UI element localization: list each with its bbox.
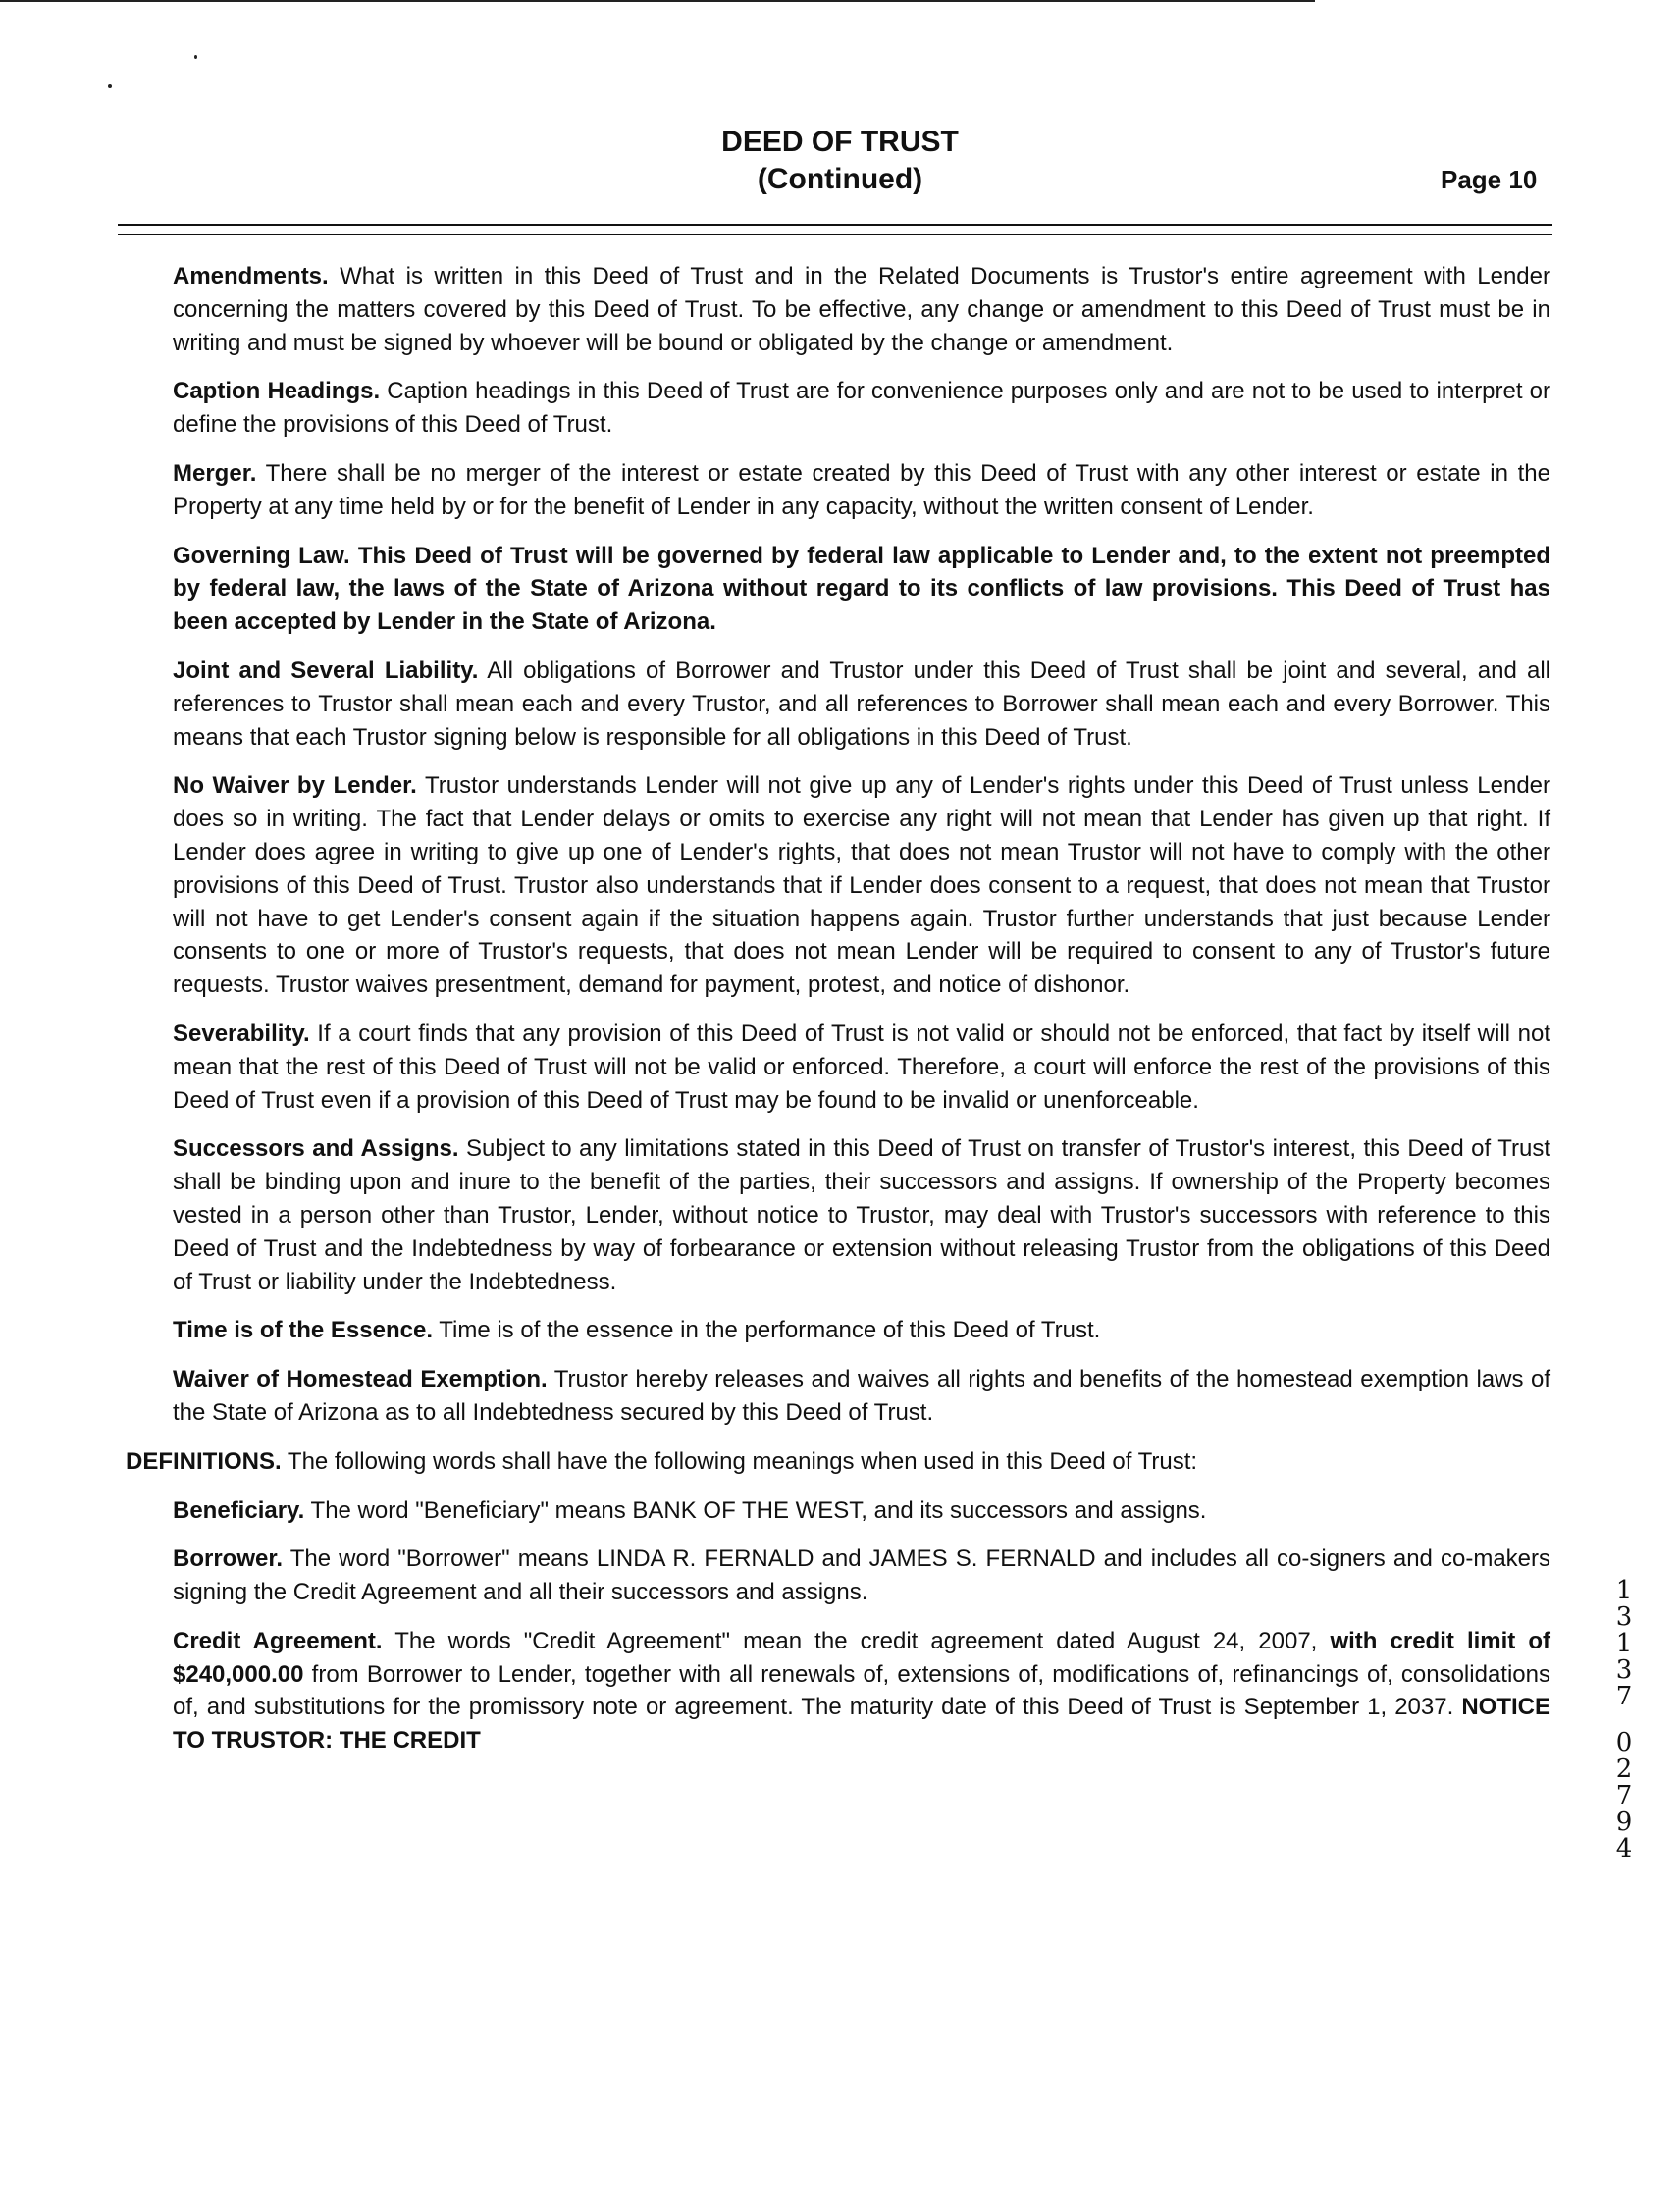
paragraph-text: from Borrower to Lender, together with all renewals of, extensions of, modifications of, refinancings of, consolidations of, and substitutions for the promissory note or agreement. The maturity date of this Deed of Trust is September 1, 2037.	[173, 1660, 1550, 1721]
scan-speck	[194, 55, 197, 59]
document-header	[0, 124, 1680, 198]
paragraph-caption-headings	[173, 375, 1550, 442]
paragraph-beneficiary	[173, 1494, 1550, 1528]
paragraph-severability	[173, 1018, 1550, 1117]
stamp-char: 9	[1615, 1807, 1633, 1837]
paragraph-governing-law	[173, 540, 1550, 639]
paragraph-label: Waiver of Homestead Exemption.	[173, 1366, 548, 1393]
paragraph-credit-agreement	[173, 1625, 1550, 1757]
paragraph-text: All obligations of Borrower and Trustor under this Deed of Trust shall be joint and several, and all references to Trustor shall mean each and every Trustor, and all references to Borrower shall mean each and every Borrower. This means that each Trustor signing below is responsible for all obligations in this Deed of Trust.	[173, 656, 1550, 751]
paragraph-label: Borrower.	[173, 1545, 284, 1573]
paragraph-text: Subject to any limitations stated in this Deed of Trust on transfer of Trustor's interest, this Deed of Trust shall be binding upon and inure to the benefit of the parties, their successors and assigns. If ownership of the Property becomes vested in a person other than Trustor, Lender, without notice to Trustor, may deal with Trustor's successors with reference to this Deed of Trust and the Indebtedness by way of forbearance or extension without releasing Trustor from the obligations of this Deed of Trust or liability under the Indebtedness.	[173, 1135, 1551, 1295]
paragraph-text: Trustor hereby releases and waives all rights and benefits of the homestead exemption laws of the State of Arizona as to all Indebtedness secured by this Deed of Trust.	[173, 1366, 1550, 1426]
stamp-char: 1	[1615, 1576, 1633, 1605]
document-title: DEED OF TRUST	[721, 126, 959, 158]
stamp-char: 7	[1615, 1781, 1633, 1810]
paragraph-label: Beneficiary.	[173, 1496, 305, 1524]
page-number: Page 10	[1441, 165, 1538, 194]
paragraph-label: No Waiver by Lender.	[173, 772, 417, 800]
paragraph-text: This Deed of Trust will be governed by federal law applicable to Lender and, to the extent not preempted by federal law, the laws of the State of Arizona without regard to its conflicts of law provisions. This Deed of Trust has been accepted by Lender in the State of Arizona.	[173, 542, 1550, 636]
document-subtitle: (Continued)	[757, 163, 923, 195]
paragraph-text: There shall be no merger of the interest or estate created by this Deed of Trust with any other interest or estate in the Property at any time held by or for the benefit of Lender in any capacity, without the written consent of Lender.	[173, 459, 1551, 520]
paragraph-no-waiver	[173, 769, 1550, 1002]
paragraph-text: Caption headings in this Deed of Trust are for convenience purposes only and are not to be used to interpret or define the provisions of this Deed of Trust.	[173, 378, 1550, 439]
paragraph-label: Governing Law.	[173, 542, 350, 569]
paragraph-text: The word "Beneficiary" means BANK OF THE WEST, and its successors and assigns.	[310, 1496, 1207, 1524]
paragraph-label: Time is of the Essence.	[173, 1317, 433, 1344]
paragraph-definitions	[126, 1445, 1550, 1479]
stamp-char: 2	[1615, 1754, 1633, 1784]
paragraph-text: Trustor understands Lender will not give up any of Lender's rights under this Deed of Trust unless Lender does so in writing. The fact that Lender delays or omits to exercise any right will not mean that Lender has given up that right. If Lender does agree in writing to give up one of Lender's rights, that does not mean Trustor will not have to comply with the other provisions of this Deed of Trust. Trustor also understands that if Lender does consent to a request, that does not mean that Trustor will not have to get Lender's consent again if the situation happens again. Trustor further understands that just because Lender consents to one or more of Trustor's requests, that does not mean Lender will be required to consent to any of Trustor's future requests. Trustor waives presentment, demand for payment, protest, and notice of dishonor.	[173, 772, 1551, 999]
paragraph-label: Merger.	[173, 459, 257, 487]
document-body	[126, 260, 1551, 1773]
paragraph-label: Successors and Assigns.	[173, 1135, 459, 1163]
paragraph-text: Time is of the essence in the performance of this Deed of Trust.	[439, 1317, 1101, 1344]
header-divider-bottom	[118, 234, 1552, 236]
paragraph-homestead-waiver	[173, 1363, 1550, 1430]
top-scan-edge-line	[0, 0, 1315, 2]
stamp-char: 7	[1615, 1682, 1633, 1711]
paragraph-borrower	[173, 1543, 1550, 1609]
scan-speck	[108, 84, 112, 88]
paragraph-amendments	[173, 260, 1550, 359]
paragraph-text: What is written in this Deed of Trust and in the Related Documents is Trustor's entire agreement with Lender concerning the matters covered by this Deed of Trust. To be effective, any change or amendment to this Deed of Trust must be in writing and must be signed by whoever will be bound or obligated by the change or amendment.	[173, 263, 1550, 356]
stamp-char: 0	[1615, 1728, 1633, 1757]
paragraph-label: Joint and Several Liability.	[173, 656, 479, 684]
paragraph-merger	[173, 457, 1550, 524]
paragraph-label: Caption Headings.	[173, 378, 381, 405]
credit-limit-text: with credit limit of $240,000.00	[173, 1627, 1551, 1688]
notice-to-trustor-text: NOTICE TO TRUSTOR: THE CREDIT	[173, 1694, 1550, 1754]
paragraph-label: Credit Agreement.	[173, 1627, 383, 1654]
stamp-char: 1	[1615, 1629, 1633, 1658]
paragraph-text: The following words shall have the following meanings when used in this Deed of Trust:	[287, 1447, 1198, 1475]
stamp-char: 3	[1615, 1602, 1633, 1632]
paragraph-text: If a court finds that any provision of this Deed of Trust is not valid or should not be enforced, that fact by itself will not mean that the rest of this Deed of Trust will not be valid or enforced. Therefore, a court will enforce the rest of the provisions of this Deed of Trust even if a provision of this Deed of Trust may be found to be invalid or unenforceable.	[173, 1020, 1550, 1114]
stamp-char: 3	[1615, 1655, 1633, 1685]
paragraph-text: The words "Credit Agreement" mean the credit agreement dated August 24, 2007,	[394, 1627, 1318, 1654]
paragraph-label: Amendments.	[173, 263, 329, 289]
paragraph-label: DEFINITIONS.	[126, 1447, 282, 1475]
stamp-char: 4	[1615, 1834, 1633, 1863]
paragraph-text: The word "Borrower" means LINDA R. FERNALD and JAMES S. FERNALD and includes all co-signers and co-makers signing the Credit Agreement and all their successors and assigns.	[173, 1545, 1551, 1606]
stamp-gap	[1609, 1710, 1639, 1730]
header-divider-top	[118, 224, 1552, 226]
paragraph-label: Severability.	[173, 1020, 310, 1047]
margin-recording-stamp	[1609, 1578, 1639, 1862]
paragraph-joint-several-liability	[173, 654, 1550, 754]
paragraph-time-essence	[173, 1314, 1550, 1347]
paragraph-successors-assigns	[173, 1132, 1550, 1298]
